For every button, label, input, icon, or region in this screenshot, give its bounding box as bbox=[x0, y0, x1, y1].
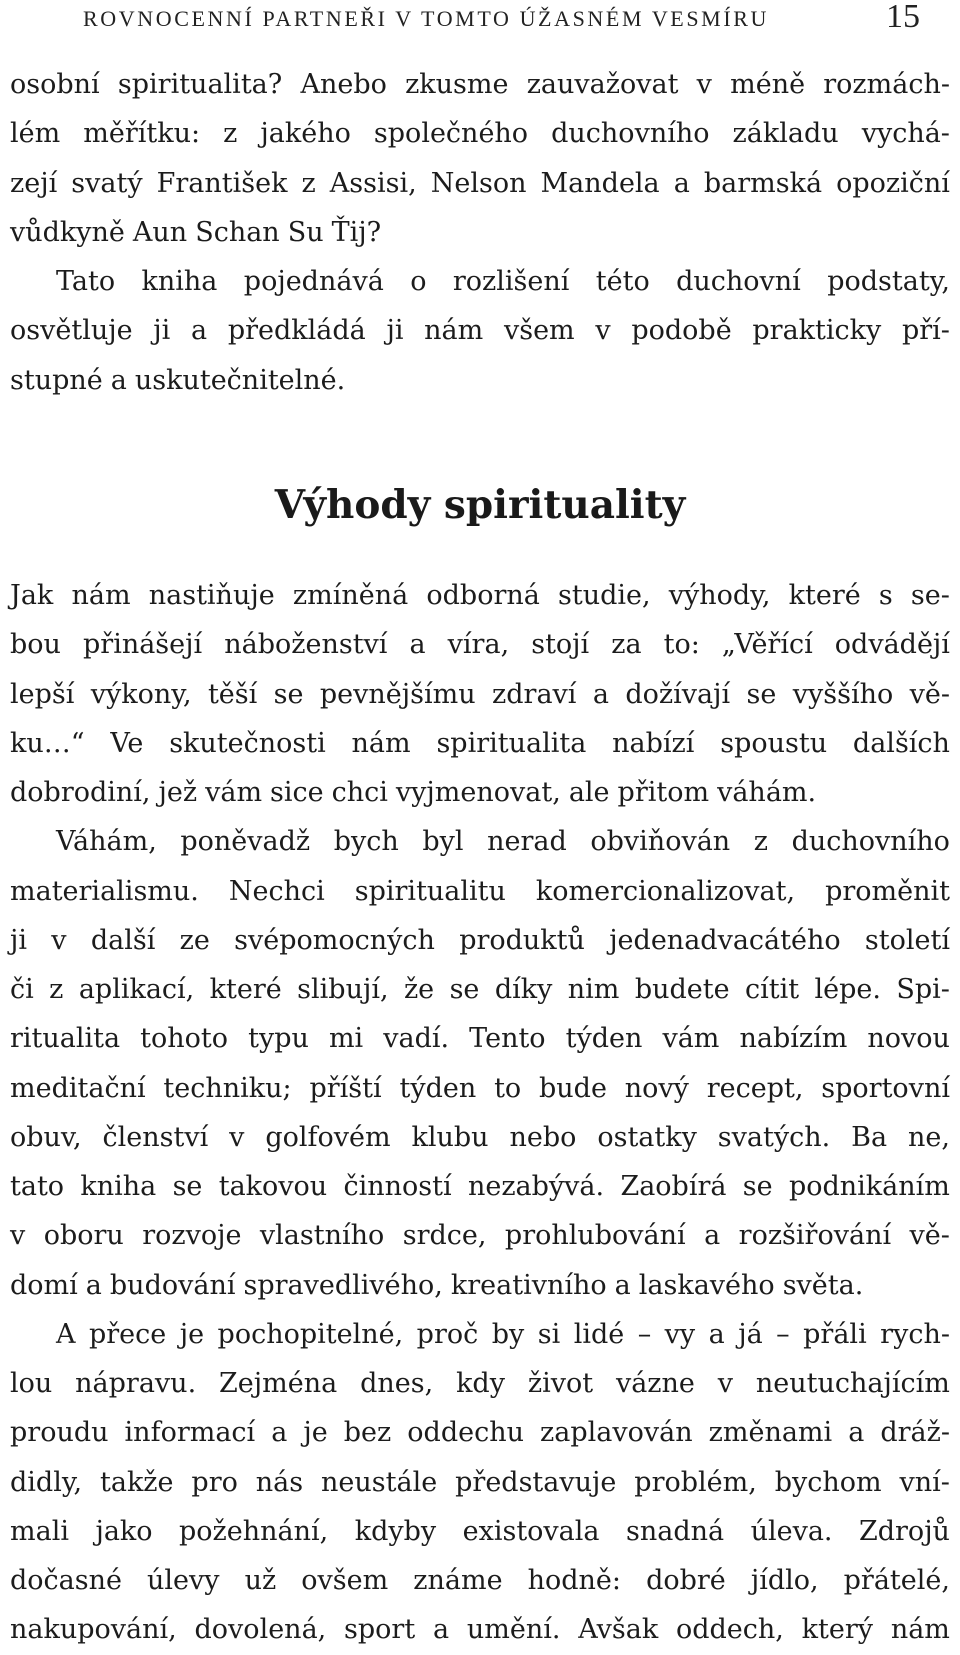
text-line: didly, takže pro nás neustále představuje problém, bychom vní- bbox=[10, 1466, 950, 1498]
text-line: domí a budování spravedlivého, kreativního a laskavého světa. bbox=[10, 1269, 864, 1301]
text-line: materialismu. Nechci spiritualitu komercionalizovat, proměnit bbox=[10, 875, 950, 907]
text-line: Váhám, poněvadž bych byl nerad obviňován z duchovního bbox=[56, 826, 950, 858]
text-line: ritualita tohoto typu mi vadí. Tento týden vám nabízím novou bbox=[10, 1023, 950, 1055]
text-line: osobní spiritualita? Anebo zkusme zauvažovat v méně rozmách- bbox=[10, 69, 950, 100]
text-line: ku…“ Ve skutečnosti nám spiritualita nabízí spoustu dalších bbox=[10, 727, 950, 759]
text-line: stupné a uskutečnitelné. bbox=[10, 364, 346, 396]
text-line: nakupování, dovolená, sport a umění. Avšak oddech, který nám bbox=[10, 1614, 950, 1646]
text-line: dočasné úlevy už ovšem známe hodně: dobré jídlo, přátelé, bbox=[10, 1565, 950, 1596]
text-line: dobrodiní, jež vám sice chci vyjmenovat, ale přitom váhám. bbox=[10, 777, 817, 808]
text-line: lou nápravu. Zejména dnes, kdy život vázne v neutuchajícím bbox=[10, 1368, 950, 1399]
text-line: lepší výkony, těší se pevnějšímu zdraví a dožívají se vyššího vě- bbox=[10, 678, 950, 710]
text-line: lém měřítku: z jakého společného duchovního základu vychá- bbox=[10, 118, 950, 150]
text-line: proudu informací a je bez oddechu zaplavován změnami a dráž- bbox=[10, 1417, 950, 1449]
text-line: v oboru rozvoje vlastního srdce, prohlubování a rozšiřování vě- bbox=[10, 1220, 950, 1252]
text-line: vůdkyně Aun Schan Su Ťij? bbox=[10, 216, 382, 248]
text-line: zejí svatý František z Assisi, Nelson Mandela a barmská opoziční bbox=[10, 167, 950, 199]
text-line: či z aplikací, které slibují, že se díky nim budete cítit lépe. Spi- bbox=[10, 974, 950, 1005]
paragraph-block-top bbox=[10, 60, 950, 405]
text-line: Jak nám nastiňuje zmíněná odborná studie, výhody, které s se- bbox=[10, 580, 950, 611]
text-line: A přece je pochopitelné, proč by si lidé – vy a já – přáli rych- bbox=[56, 1318, 950, 1350]
running-title: ROVNOCENNÍ PARTNEŘI V TOMTO ÚŽASNÉM VESMÍRU bbox=[83, 6, 770, 31]
section-heading: Výhody spirituality bbox=[274, 482, 686, 528]
text-line: obuv, členství v golfovém klubu nebo ostatky svatých. Ba ne, bbox=[10, 1121, 950, 1153]
text-line: ji v další ze svépomocných produktů jedenadvacátého století bbox=[10, 924, 950, 956]
text-line: meditační techniku; příští týden to bude nový recept, sportovní bbox=[10, 1072, 950, 1104]
text-line: tato kniha se takovou činností nezabývá. Zaobírá se podnikáním bbox=[10, 1171, 950, 1202]
text-line: Tato kniha pojednává o rozlišení této duchovní podstaty, bbox=[56, 266, 950, 297]
text-line: bou přinášejí náboženství a víra, stojí za to: „Věřící odvádějí bbox=[10, 629, 950, 661]
text-line: osvětluje ji a předkládá ji nám všem v podobě prakticky pří- bbox=[10, 315, 950, 347]
page-number: 15 bbox=[886, 0, 920, 35]
text-line: mali jako požehnání, kdyby existovala snadná úleva. Zdrojů bbox=[10, 1515, 950, 1547]
paragraph-block-main bbox=[10, 571, 950, 1655]
running-header bbox=[0, 0, 960, 40]
